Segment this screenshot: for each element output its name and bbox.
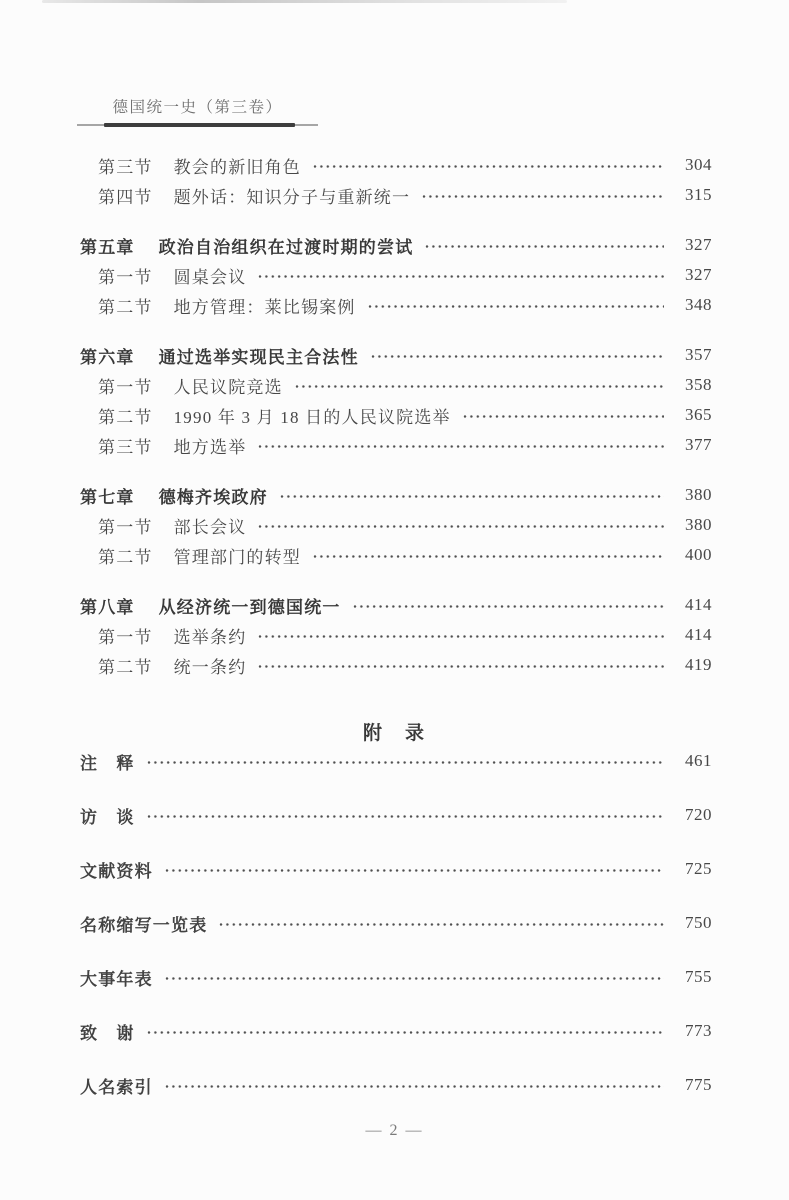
toc-entry-title: 管理部门的转型 xyxy=(173,547,302,567)
toc-entry-title: 政治自治组织在过渡时期的尝试 xyxy=(158,237,414,257)
toc-entry-page: 377 xyxy=(685,435,712,454)
toc-entry-page: 315 xyxy=(685,185,712,204)
toc-entry-page: 365 xyxy=(685,405,712,424)
toc-entry-title: 地方管理：莱比锡案例 xyxy=(173,297,356,317)
toc-entry-title: 部长会议 xyxy=(173,517,247,537)
toc-entry-page: 419 xyxy=(685,655,712,674)
dot-leader xyxy=(353,598,664,615)
page-number-label: — 2 — xyxy=(365,1122,424,1139)
toc-entry-title: 从经济统一到德国统一 xyxy=(158,597,341,617)
toc-entry xyxy=(80,480,712,510)
toc-entry-page: 327 xyxy=(685,235,712,254)
header-rule xyxy=(77,122,318,128)
appendix-entry-page: 775 xyxy=(685,1075,712,1094)
appendix-entry-title: 注 释 xyxy=(80,753,135,773)
dot-leader xyxy=(280,488,664,505)
toc-entry-title: 地方选举 xyxy=(173,437,247,457)
appendix-entry-page: 720 xyxy=(685,805,712,824)
appendix-entry-title: 访 谈 xyxy=(80,807,135,827)
appendix-entry-page: 725 xyxy=(685,859,712,878)
toc-entry-page: 380 xyxy=(685,515,712,534)
appendix-entry xyxy=(80,962,712,992)
toc-entry-title: 教会的新旧角色 xyxy=(173,157,302,177)
toc-entry-label: 第一节 xyxy=(98,267,153,287)
toc-entry-page: 414 xyxy=(685,625,712,644)
toc-entry xyxy=(80,590,712,620)
toc-entry xyxy=(80,650,712,680)
running-header xyxy=(77,95,318,128)
toc-entry-title: 圆桌会议 xyxy=(173,267,247,287)
toc-entry xyxy=(80,340,712,370)
toc-entry-page: 400 xyxy=(685,545,712,564)
toc-entry-label: 第三节 xyxy=(98,437,153,457)
appendix-entry-title: 致 谢 xyxy=(80,1023,135,1043)
toc-entry xyxy=(80,150,712,180)
toc-entry xyxy=(80,400,712,430)
dot-leader xyxy=(165,862,664,879)
toc-entry-label: 第一节 xyxy=(98,627,153,647)
toc-entry-label: 第八章 xyxy=(80,597,135,617)
toc-entry-title: 1990 年 3 月 18 日的人民议院选举 xyxy=(173,407,451,427)
toc-entry-label: 第二节 xyxy=(98,407,153,427)
appendix-entry-title: 人名索引 xyxy=(80,1077,153,1097)
toc-entry-title: 人民议院竞选 xyxy=(173,377,283,397)
toc-entry-page: 380 xyxy=(685,485,712,504)
dot-leader xyxy=(313,548,664,565)
appendix-entry-title: 名称缩写一览表 xyxy=(80,915,208,935)
toc-entry-page: 327 xyxy=(685,265,712,284)
appendix-entry-page: 755 xyxy=(685,967,712,986)
dot-leader xyxy=(165,1078,664,1095)
appendix-list xyxy=(80,746,712,1124)
toc-entry-label: 第一节 xyxy=(98,377,153,397)
toc-entry-page: 348 xyxy=(685,295,712,314)
toc-entry xyxy=(80,430,712,460)
appendix-entry xyxy=(80,746,712,776)
header-rule-thick xyxy=(104,123,295,127)
appendix-entry-title: 文献资料 xyxy=(80,861,153,881)
toc-entry-label: 第六章 xyxy=(80,347,135,367)
toc-entry-page: 304 xyxy=(685,155,712,174)
appendix-entry xyxy=(80,908,712,938)
dot-leader xyxy=(258,438,664,455)
dot-leader xyxy=(425,238,664,255)
dot-leader xyxy=(258,518,664,535)
page-footer xyxy=(0,1122,789,1140)
dot-leader xyxy=(147,808,664,825)
toc-entry-title: 题外话：知识分子与重新统一 xyxy=(173,187,411,207)
appendix-entry-page: 773 xyxy=(685,1021,712,1040)
dot-leader xyxy=(295,378,664,395)
toc-entry xyxy=(80,540,712,570)
dot-leader xyxy=(258,268,664,285)
toc-entry-title: 德梅齐埃政府 xyxy=(158,487,268,507)
toc-entry xyxy=(80,230,712,260)
appendix-entry-page: 750 xyxy=(685,913,712,932)
dot-leader xyxy=(313,158,664,175)
toc-entry-label: 第五章 xyxy=(80,237,135,257)
toc-entry xyxy=(80,290,712,320)
toc-entry xyxy=(80,370,712,400)
toc-entry-page: 414 xyxy=(685,595,712,614)
toc-entry-label: 第二节 xyxy=(98,547,153,567)
appendix-entry xyxy=(80,800,712,830)
dot-leader xyxy=(219,916,664,933)
dot-leader xyxy=(258,658,664,675)
appendix-entry-page: 461 xyxy=(685,751,712,770)
dot-leader xyxy=(422,188,664,205)
toc-entry xyxy=(80,260,712,290)
toc-entry xyxy=(80,620,712,650)
dot-leader xyxy=(463,408,664,425)
dot-leader xyxy=(147,1024,664,1041)
toc-entry-label: 第七章 xyxy=(80,487,135,507)
toc-entry xyxy=(80,510,712,540)
appendix-heading: 附 录 xyxy=(362,723,426,744)
toc-entry-label: 第四节 xyxy=(98,187,153,207)
toc-entry-label: 第一节 xyxy=(98,517,153,537)
dot-leader xyxy=(368,298,664,315)
toc-entry-title: 选举条约 xyxy=(173,627,247,647)
toc-entry-label: 第二节 xyxy=(98,297,153,317)
appendix-entry xyxy=(80,1016,712,1046)
appendix-entry-title: 大事年表 xyxy=(80,969,153,989)
toc-entry-title: 统一条约 xyxy=(173,657,247,677)
running-header-title: 德国统一史（第三卷） xyxy=(112,99,283,116)
toc-list xyxy=(80,150,712,680)
toc-entry-label: 第二节 xyxy=(98,657,153,677)
appendix-entry xyxy=(80,1070,712,1100)
appendix-entry xyxy=(80,854,712,884)
toc-entry-page: 357 xyxy=(685,345,712,364)
dot-leader xyxy=(165,970,664,987)
toc-entry-title: 通过选举实现民主合法性 xyxy=(158,347,359,367)
dot-leader xyxy=(258,628,664,645)
toc-entry-label: 第三节 xyxy=(98,157,153,177)
toc-entry-page: 358 xyxy=(685,375,712,394)
dot-leader xyxy=(371,348,664,365)
toc-entry xyxy=(80,180,712,210)
dot-leader xyxy=(147,754,664,771)
scan-edge-artifact xyxy=(42,0,567,3)
